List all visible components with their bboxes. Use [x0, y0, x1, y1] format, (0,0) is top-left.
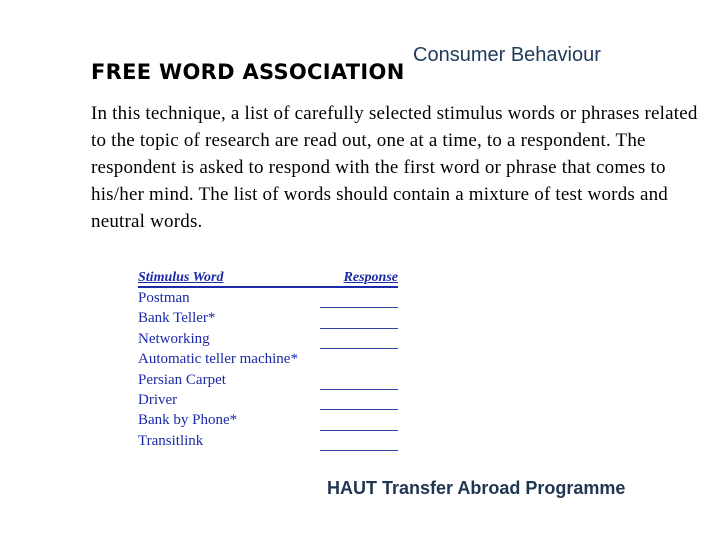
- table-row: [138, 329, 398, 349]
- table-row: [138, 370, 398, 390]
- slide-body-text: In this technique, a list of carefully selected stimulus words or phrases related to the topic of research are read out, one at a time, to a respondent. The respondent is asked to respond with the first word or phrase that comes to his/her mind. The list of words should contain a mixture of test words and neutral words.: [91, 103, 698, 232]
- table-row: [138, 410, 398, 430]
- word-association-table: [138, 270, 398, 451]
- stimulus-word: Automatic teller machine*: [138, 351, 298, 368]
- table-row: [138, 390, 398, 410]
- stimulus-word: Networking: [138, 330, 210, 347]
- table-row: [138, 431, 398, 451]
- stimulus-word: Driver: [138, 391, 178, 408]
- table-row: [138, 288, 398, 308]
- table-row: [138, 349, 398, 369]
- col-stimulus-word: Stimulus Word: [138, 270, 224, 285]
- col-response: Response: [343, 270, 398, 285]
- table-row: [138, 308, 398, 328]
- slide-title: FREE WORD ASSOCIATION: [91, 60, 405, 84]
- stimulus-word: Bank Teller*: [138, 310, 216, 327]
- stimulus-word: Bank by Phone*: [138, 412, 238, 429]
- stimulus-word: Transitlink: [138, 432, 204, 449]
- stimulus-word: Postman: [138, 290, 190, 306]
- table-header: [138, 270, 398, 288]
- stimulus-word: Persian Carpet: [138, 371, 226, 388]
- slide-header: Consumer Behaviour: [413, 44, 601, 66]
- footer-text: HAUT Transfer Abroad Programme: [327, 478, 626, 498]
- response-blank-line: [320, 450, 398, 451]
